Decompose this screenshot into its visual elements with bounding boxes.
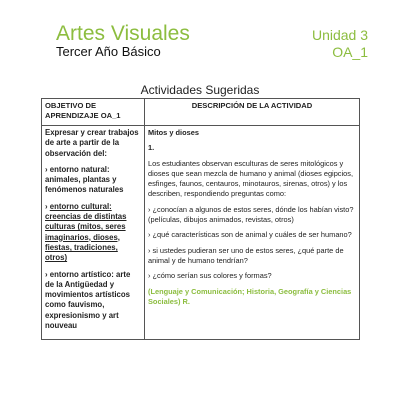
- section-title: Actividades Sugeridas: [140, 83, 260, 97]
- table-row: [42, 126, 360, 340]
- objective-intro: Expresar y crear trabajos de arte a partir de la observación del:: [45, 128, 139, 158]
- activity-header: DESCRIPCIÓN DE LA ACTIVIDAD: [145, 99, 360, 126]
- objective-item-artistic: › entorno artístico: arte de la Antigüedad y movimientos artísticos como fauvismo, expresionismo y art nouveau: [45, 269, 131, 331]
- activity-question-3: › si ustedes pudieran ser uno de estos seres, ¿qué parte de animal y de humano tendrían?: [148, 245, 344, 265]
- grade-subtitle: Tercer Año Básico: [56, 44, 161, 59]
- activity-question-1: › ¿conocían a algunos de estos seres, dónde los habían visto? (películas, dibujos animados, revistas, otros): [148, 204, 354, 225]
- activity-question-2: › ¿qué características son de animal y cuáles de ser humano?: [148, 230, 352, 240]
- objective-item-cultural-prefix: ›: [45, 201, 50, 211]
- activity-cell: [145, 126, 360, 340]
- objective-cell: [42, 126, 145, 340]
- table-header-row: [42, 99, 360, 126]
- objective-header: OBJETIVO DE APRENDIZAJE OA_1: [42, 99, 145, 126]
- unit-label: Unidad 3: [311, 27, 368, 43]
- cell-spacer: [148, 312, 356, 334]
- activity-number: 1.: [148, 143, 155, 153]
- objective-item-cultural: [45, 202, 141, 264]
- oa-label: OA_1: [332, 44, 368, 60]
- activity-title: Mitos y dioses: [148, 128, 199, 137]
- subject-title: Artes Visuales: [56, 22, 190, 45]
- activity-description: Los estudiantes observan esculturas de seres mitológicos y dioses que sean mezcla de humano y animal (dioses egipcios, esfinges, faunos, centauros, minotauros, sirenas, otros) y los describen, respondiendo preguntas como:: [148, 158, 353, 199]
- activity-question-4: › ¿cómo serían sus colores y formas?: [148, 271, 272, 281]
- activity-subject-note: (Lenguaje y Comunicación; Historia, Geografía y Ciencias Sociales) R.: [148, 286, 352, 306]
- objective-item-cultural-text: entorno cultural: creencias de distintas culturas (mitos, seres imaginarios, dioses, fiestas, tradiciones, otros): [45, 201, 127, 263]
- activities-table: [41, 98, 360, 340]
- objective-item-natural: › entorno natural: animales, plantas y fenómenos naturales: [45, 164, 124, 195]
